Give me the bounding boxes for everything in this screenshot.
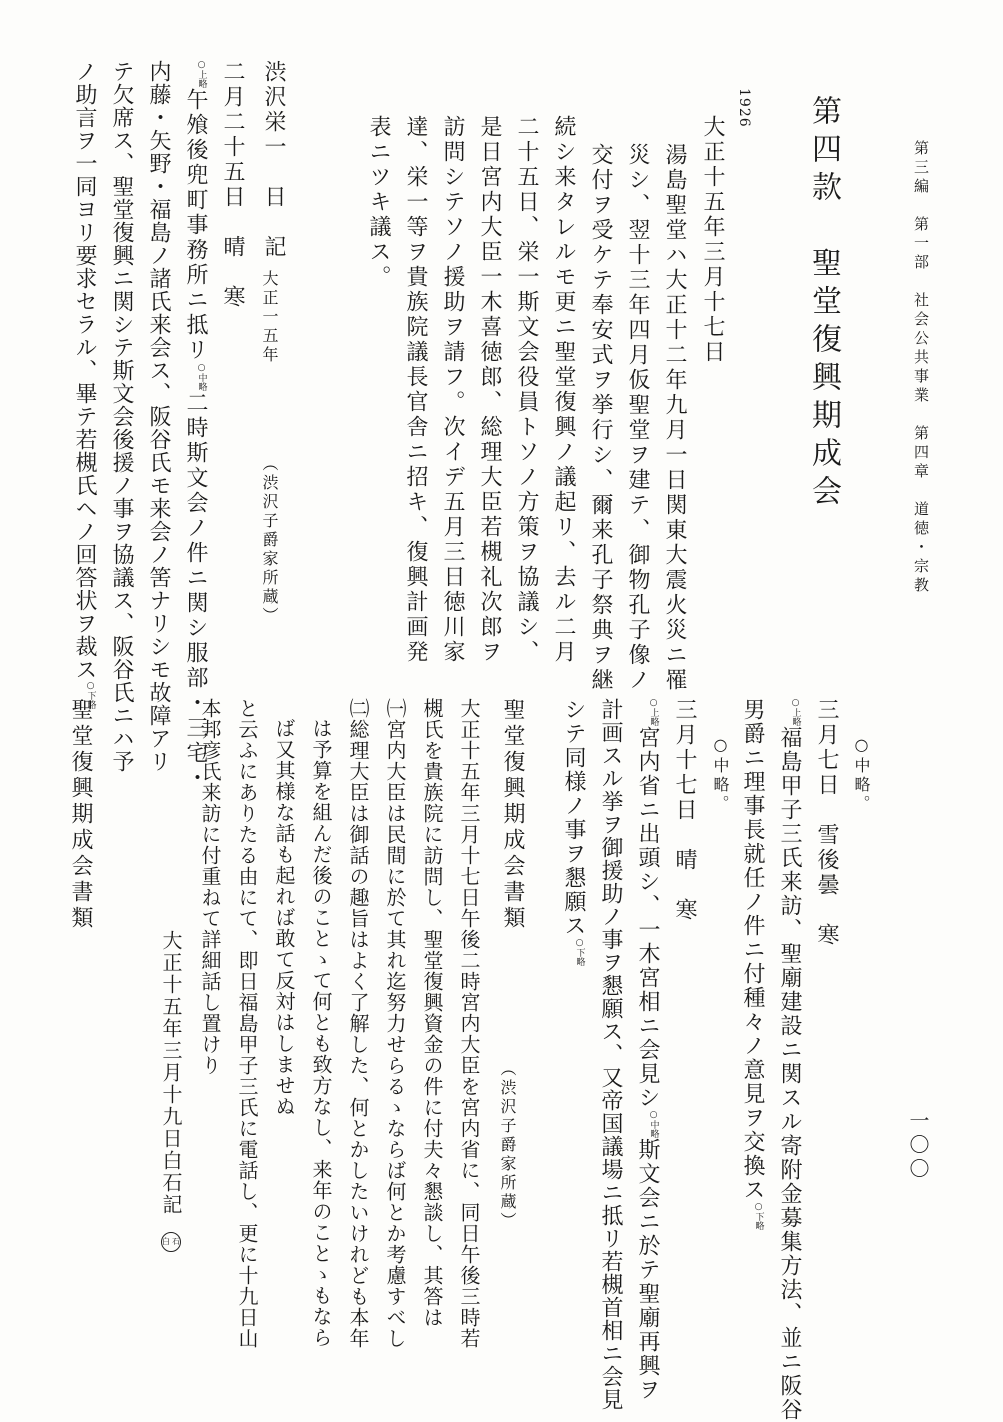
last-title: 聖堂復興期成会書類 [68,698,93,932]
docs-line: と云ふにありたる由にて、即日福島甲子三氏に電話し、更に十九日山 [235,698,259,1349]
mar7-line: ○上略福島甲子三氏来訪、聖廟建設ニ関スル寄附金募集方法、並ニ阪谷 [777,698,802,1422]
entry-date: 大正十五年三月十七日 [700,115,725,365]
mar17-line: ○上略宮内省ニ出頭シ、一木宮相ニ会見シ○中略斯文会ニ於テ聖廟再興ヲ [635,698,660,1402]
year-annotation: 1926 [736,88,752,128]
page-number: 一〇〇 [906,1110,930,1182]
body-line: 二十五日、栄一斯文会役員トソノ方策ヲ協議シ、 [514,115,539,665]
mar17-line: シテ同様ノ事ヲ懇願ス○下略 [561,698,586,966]
body-line: 交付ヲ受ケテ奉安式ヲ挙行シ、爾来孔子祭典ヲ継 [588,143,613,693]
signature: 大正十五年三月十九日白石記 白石 [161,930,181,1252]
body-line: 湯島聖堂ハ大正十二年九月一日関東大震火災ニ罹 [662,143,687,693]
docs-line: 大正十五年三月十七日午後二時宮内大臣を宮内省に、同日午後三時若 [457,698,481,1349]
feb-date: 二月二十五日 晴 寒 [220,60,245,310]
docs-source: （渋沢子爵家所蔵） [498,1060,517,1231]
karyaku-mark: ○下略 [85,681,96,709]
docs-line: ㈠宮内大臣は民間に於て其れ迄努力せらるゝならば何とか考慮すべし [383,698,407,1349]
body-line: 災シ、翌十三年四月仮聖堂ヲ建テ、御物孔子像ノ [625,143,650,693]
body-line: 表ニツキ議ス。 [366,115,391,290]
feb-line: テ欠席ス、聖堂復興ニ関シテ斯文会後援ノ事ヲ協議ス、阪谷氏ニハ予 [109,60,134,773]
churyaku-note: ○中略。 [852,735,871,814]
churyaku-mark: ○中略 [196,363,207,391]
body-line: 訪問シテソノ援助ヲ請フ。次イデ五月三日徳川家 [440,115,465,665]
feb-line: ○上略午飧後兜町事務所ニ抵リ○中略二時斯文会ノ件ニ関シ服部・三宅・ [183,60,208,791]
diary-title: 渋沢栄一 日 記 [261,60,286,260]
docs-line: ば又其様な話も起れば敢て反対はしませぬ [272,718,296,1117]
joryaku-mark: ○上略 [196,60,207,88]
diary-source: （渋沢子爵家所蔵） [260,455,279,626]
docs-line: 本邦彦氏来訪に付重ねて詳細話し置けり [198,698,222,1076]
docs-line: は予算を組んだ後のことゝて何とも致方なし、来年のことゝもなら [309,718,333,1348]
diary-year: 大正一五年 [260,270,279,365]
seal-stamp: 白石 [161,1232,181,1252]
body-line: 達、栄一等ヲ貴族院議長官舎ニ招キ、復興計画発 [403,115,428,665]
section-title: 第四款 聖堂復興期成会 [806,95,841,513]
mar7-line: 男爵ニ理事長就任ノ件ニ付種々ノ意見ヲ交換ス○下略 [740,698,765,1230]
feb-line: 内藤・矢野・福島ノ諸氏来会ス、阪谷氏モ来会ノ筈ナリシモ故障アリ [146,60,171,773]
mar7-date: 三月七日 雪後曇 寒 [814,698,839,948]
body-line: 是日宮内大臣一木喜徳郎、総理大臣若槻礼次郎ヲ [477,115,502,665]
running-header: 第三編 第一部 社会公共事業 第四章 道徳・宗教 [912,140,930,596]
docs-line: 槻氏を貴族院に訪問し、聖堂復興資金の件に付夫々懇談し、其答は [420,698,444,1328]
body-line: 続シ来タレルモ更ニ聖堂復興ノ議起リ、去ル二月 [551,115,576,665]
feb-line: ノ助言ヲ一同ヨリ要求セラル、畢テ若槻氏ヘノ回答状ヲ裁ス○下略 [72,60,97,709]
mar17-date: 三月十七日 晴 寒 [672,698,697,923]
mar17-line: 計画スル挙ヲ御援助ノ事ヲ懇願ス、又帝国議場ニ抵リ若槻首相ニ会見 [598,698,623,1411]
churyaku-note: ○中略。 [711,735,730,814]
docs-line: ㈡総理大臣は御話の趣旨はよく了解した、何とかしたいけれども本年 [346,698,370,1349]
docs-title: 聖堂復興期成会書類 [500,698,525,932]
